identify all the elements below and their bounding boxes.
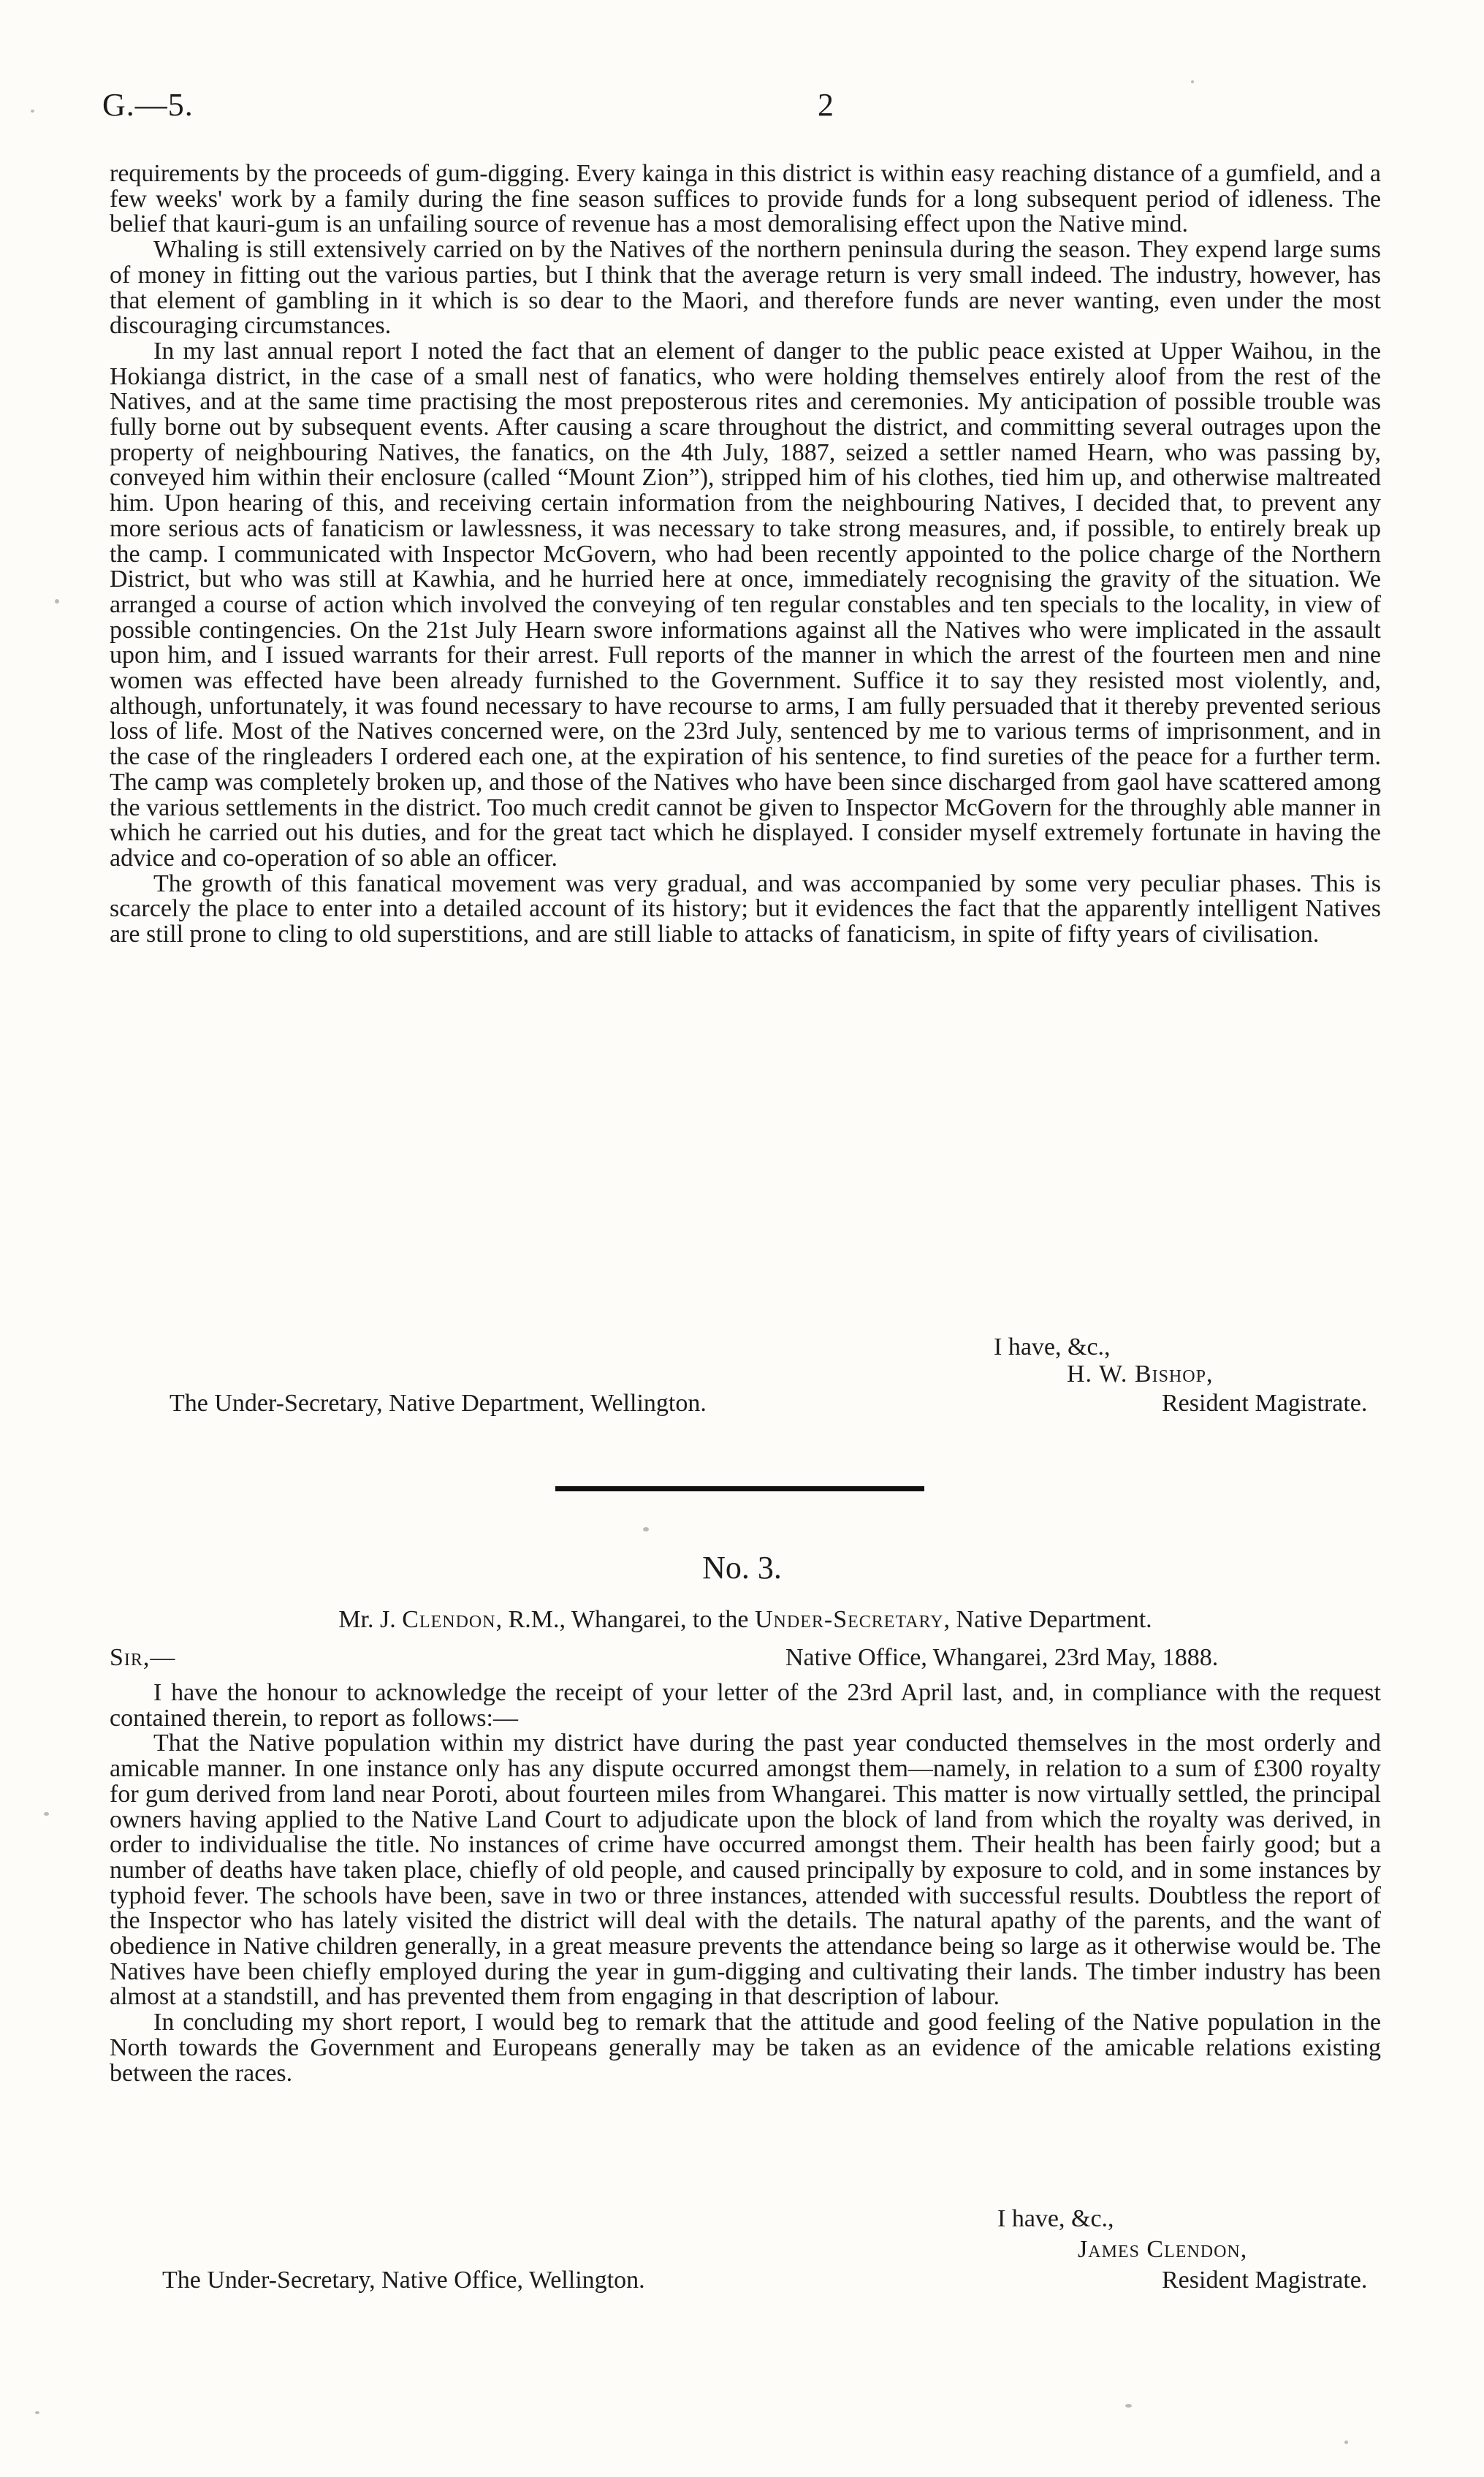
closing: I have, &c., <box>994 1333 1111 1361</box>
dateline: Native Office, Whangarei, 23rd May, 1888. <box>785 1644 1219 1671</box>
signatory-title: Resident Magistrate. <box>1162 2267 1368 2294</box>
page-number: 2 <box>818 87 834 123</box>
salutation: Sir,— <box>110 1644 176 1671</box>
route-from-name: Clendon <box>402 1606 496 1633</box>
route-from: Mr. J. <box>338 1606 403 1633</box>
scan-speck <box>1344 2440 1348 2444</box>
signatory-title: Resident Magistrate. <box>1162 1390 1368 1417</box>
letter-3-signoff <box>110 2205 1381 2315</box>
route-middle: , R.M., Whangarei, to the <box>495 1606 755 1633</box>
scan-speck <box>643 1527 649 1532</box>
page-reference: G.—5. <box>102 87 194 123</box>
route-to: Under-Secretary <box>755 1606 944 1633</box>
scan-speck <box>55 599 59 604</box>
paragraph: requirements by the proceeds of gum-digging. Every kainga in this district is within easy reaching distance of a gumfield, and a few weeks' work by a family during the fine season suffices to provide funds for a long subsequent period of idleness. The belief that kauri-gum is an unfailing source of revenue has a most demoralising effect upon the Native mind. <box>110 160 1381 238</box>
scan-speck <box>1191 80 1194 83</box>
paragraph: In my last annual report I noted the fact that an element of danger to the public peace existed at Upper Waihou, in the Hokianga district, in the case of a small nest of fanatics, who were holding themselves entirely aloof from the rest of the Natives, and at the same time practising the most preposterous rites and ceremonies. My anticipation of possible trouble was fully borne out by subsequent events. After causing a scare throughout the district, and committing several outrages upon the property of neighbouring Natives, the fanatics, on the 4th July, 1887, seized a settler named Hearn, who was passing by, conveyed him within their enclosure (called “Mount Zion”), stripped him of his clothes, tied him up, and otherwise maltreated him. Upon hearing of this, and receiving certain information from the neighbouring Natives, I decided that, to prevent any more serious acts of fanaticism or lawlessness, it was necessary to take strong measures, and, if possible, to entirely break up the camp. I communicated with Inspector McGovern, who had been recently appointed to the police charge of the Northern District, but who was still at Kawhia, and he hurried here at once, immediately recognising the gravity of the situation. We arranged a course of action which involved the conveying of ten regular constables and ten specials to the locality, in view of possible contingencies. On the 21st July Hearn swore informations against all the Natives who were implicated in the assault upon him, and I issued warrants for their arrest. Full reports of the manner in which the arrest of the fourteen men and nine women was effected have been already furnished to the Government. Suffice it to say they resisted most violently, and, although, unfortunately, it was found necessary to have recourse to arms, I am fully persuaded that it thereby prevented serious loss of life. Most of the Natives concerned were, on the 23rd July, sentenced by me to various terms of imprisonment, and in the case of the ringleaders I ordered each one, at the expiration of his sentence, to find sureties of the peace for a further term. The camp was completely broken up, and those of the Natives who have been since discharged from gaol have scattered among the various settlements in the district. Too much credit cannot be given to Inspector McGovern for the throughly able manner in which he carried out his duties, and for the great tact which he displayed. I consider myself extremely fortunate in having the advice and co-operation of so able an officer. <box>110 337 1381 872</box>
scan-speck <box>31 110 34 113</box>
addressee: The Under-Secretary, Native Office, Wellington. <box>162 2267 645 2294</box>
letter-number-heading: No. 3. <box>702 1550 782 1586</box>
paragraph: The growth of this fanatical movement was very gradual, and was accompanied by some very peculiar phases. This is scarcely the place to enter into a detailed account of its history; but it evidences the fact that the apparently intelligent Natives are still prone to cling to old superstitions, and are still liable to attacks of fanaticism, in spite of fifty years of civilisation. <box>110 870 1381 948</box>
paragraph: In concluding my short report, I would beg to remark that the attitude and good feeling of the Native population in the North towards the Government and Europeans generally may be taken as an evidence of the amicable relations existing between the races. <box>110 2009 1381 2087</box>
route-end: , Native Department. <box>943 1606 1152 1633</box>
letter-route <box>110 1606 1381 1634</box>
letter-3-body <box>110 1681 1381 2086</box>
paragraph: I have the honour to acknowledge the receipt of your letter of the 23rd April last, and, in compliance with the request contained therein, to report as follows:— <box>110 1679 1381 1732</box>
paragraph: Whaling is still extensively carried on by the Natives of the northern peninsula during the season. They expend large sums of money in fitting out the various parties, but I think that the average return is very small indeed. The industry, however, has that element of gambling in it which is so dear to the Maori, and therefore funds are never wanting, even under the most discouraging circumstances. <box>110 236 1381 340</box>
letter-2-body <box>110 161 1381 948</box>
page-header <box>102 86 1388 137</box>
signatory-name: James Clendon, <box>1078 2236 1248 2263</box>
section-divider <box>555 1486 924 1491</box>
paragraph: That the Native population within my district have during the past year conducted themselves in the most orderly and amicable manner. In one instance only has any dispute occurred amongst them—namely, in relation to a sum of £300 royalty for gum derived from land near Poroti, about fourteen miles from Whangarei. This matter is now virtually settled, the principal owners having applied to the Native Land Court to adjudicate upon the block of land from which the royalty was derived, in order to individualise the title. No instances of crime have occurred amongst them. Their health has been fairly good; but a number of deaths have taken place, chiefly of old people, and caused principally by exposure to cold, and in some instances by typhoid fever. The schools have been, save in two or three instances, attended with successful results. Doubtless the report of the Inspector who has lately visited the district will deal with the details. The natural apathy of the parents, and the want of obedience in Native children generally, in a great measure prevents the attendance being so large as it otherwise would be. The Natives have been chiefly employed during the year in gum-digging and cultivating their lands. The timber industry has been almost at a standstill, and has prevented them from engaging in that description of labour. <box>110 1730 1381 2011</box>
scan-speck <box>44 1812 49 1816</box>
closing: I have, &c., <box>997 2205 1114 2232</box>
signatory-name: H. W. Bishop, <box>1067 1361 1214 1388</box>
letter-2-signoff <box>110 1333 1381 1436</box>
scan-speck <box>1125 2404 1132 2408</box>
addressee: The Under-Secretary, Native Department, Wellington. <box>170 1390 707 1417</box>
scan-speck <box>35 2411 39 2414</box>
